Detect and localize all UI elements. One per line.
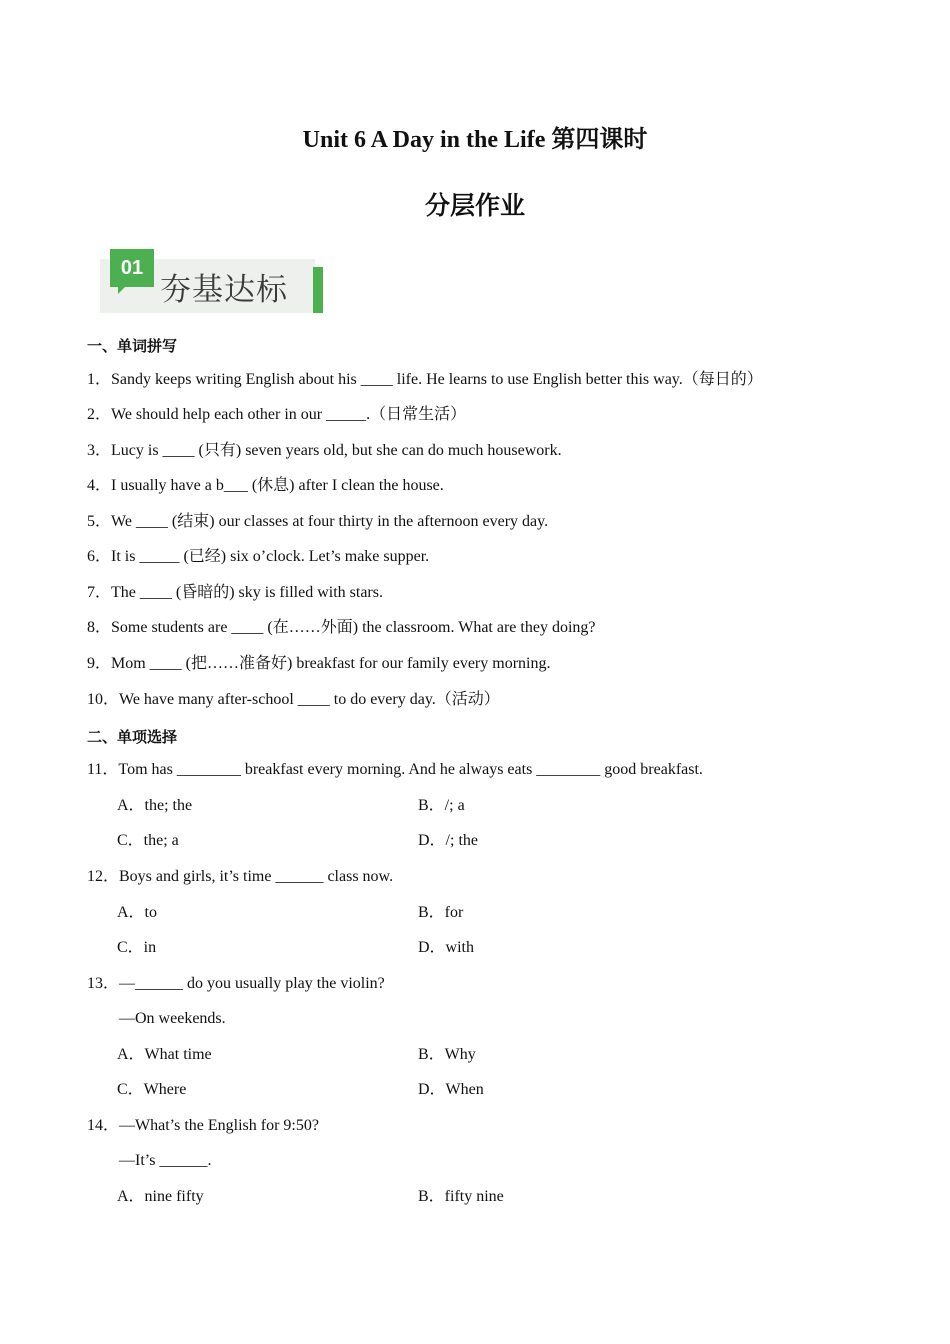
question-12-option-c: C．in (117, 939, 157, 956)
question-10: 10．We have many after-school ____ to do every day.（活动） (87, 691, 500, 708)
section-heading-spelling: 一、单词拼写 (87, 337, 178, 355)
question-8: 8．Some students are ____ (在……外面) the classroom. What are they doing? (87, 619, 596, 636)
question-13-option-c: C．Where (117, 1081, 187, 1098)
question-12-option-d: D．with (418, 939, 475, 956)
question-4: 4．I usually have a b___ (休息) after I clean the house. (87, 477, 444, 494)
question-3: 3．Lucy is ____ (只有) seven years old, but she can do much housework. (87, 442, 562, 459)
question-14-option-a: A．nine fifty (117, 1188, 204, 1205)
question-14-option-b: B．fifty nine (418, 1188, 504, 1205)
question-12-option-a: A．to (117, 904, 158, 921)
question-13-reply: —On weekends. (119, 1010, 226, 1027)
question-11-stem: 11．Tom has ________ breakfast every morning. And he always eats ________ good breakfast. (87, 761, 703, 778)
question-5: 5．We ____ (结束) our classes at four thirty in the afternoon every day. (87, 513, 549, 530)
section-badge (100, 249, 323, 313)
question-2: 2．We should help each other in our _____.（日常生活） (87, 406, 467, 423)
question-12-option-b: B．for (418, 904, 464, 921)
question-11-option-b: B．/; a (418, 797, 465, 814)
question-11-option-a: A．the; the (117, 797, 193, 814)
badge-number: 01 (110, 249, 154, 287)
question-11-option-c: C．the; a (117, 832, 179, 849)
question-12-stem: 12．Boys and girls, it’s time ______ class now. (87, 868, 394, 885)
question-14-reply: —It’s ______. (119, 1152, 212, 1169)
badge-accent-bar (313, 267, 323, 313)
badge-number-tail (118, 285, 127, 294)
question-14-stem: 14．—What’s the English for 9:50? (87, 1117, 319, 1134)
question-13-option-a: A．What time (117, 1046, 212, 1063)
question-11-option-d: D．/; the (418, 832, 478, 849)
question-13-option-d: D．When (418, 1081, 484, 1098)
question-6: 6．It is _____ (已经) six o’clock. Let’s make supper. (87, 548, 430, 565)
question-13-option-b: B．Why (418, 1046, 476, 1063)
question-7: 7．The ____ (昏暗的) sky is filled with stars. (87, 584, 383, 601)
badge-label: 夯基达标 (160, 272, 288, 308)
page-subtitle: 分层作业 (424, 193, 525, 220)
page-title: Unit 6 A Day in the Life 第四课时 (302, 127, 648, 153)
question-9: 9．Mom ____ (把……准备好) breakfast for our family every morning. (87, 655, 551, 672)
question-13-stem: 13．—______ do you usually play the violin? (87, 975, 385, 992)
question-1: 1．Sandy keeps writing English about his ____ life. He learns to use English better this way.（每日的） (87, 371, 763, 388)
section-heading-choice: 二、单项选择 (87, 728, 178, 746)
